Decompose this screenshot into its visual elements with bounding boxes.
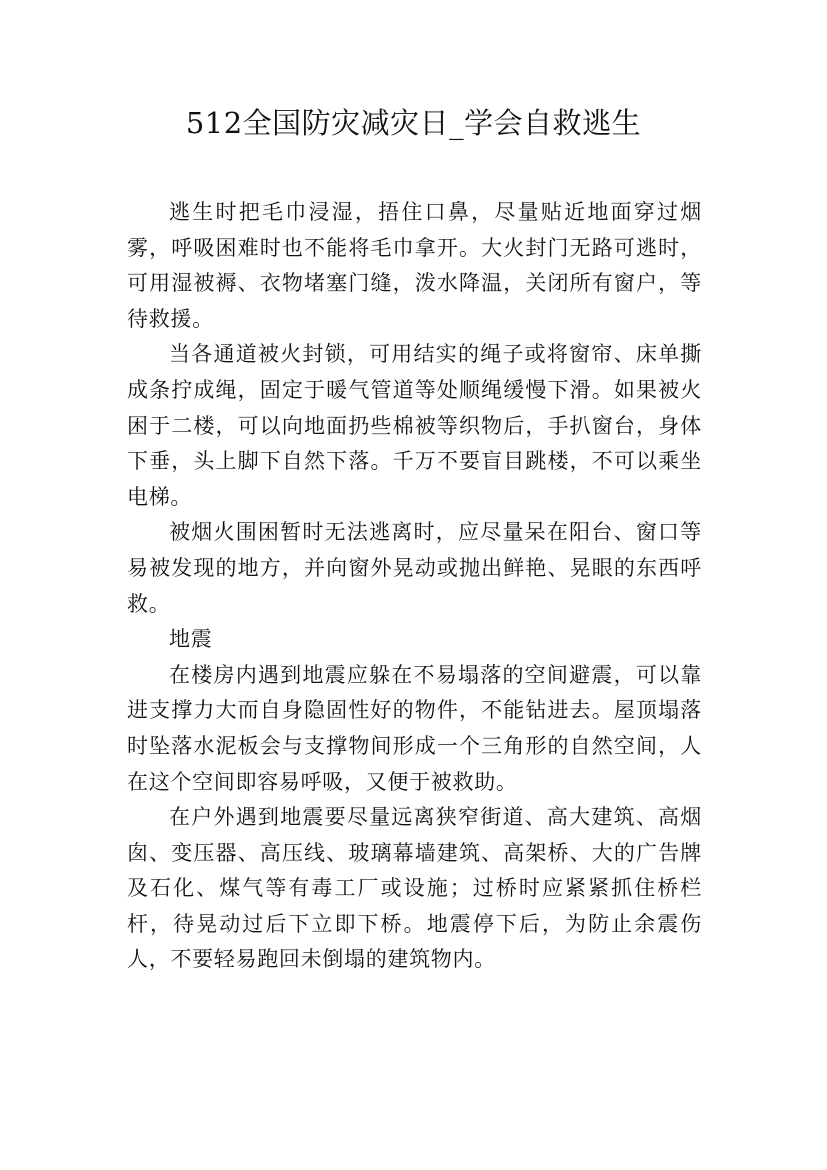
paragraph-earthquake-outdoor: 在户外遇到地震要尽量远离狭窄街道、高大建筑、高烟囱、变压器、高压线、玻璃幕墙建筑、高架桥、大的广告牌及石化、煤气等有毒工厂或设施；过桥时应紧紧抓住桥栏杆，待晃动过后下立即下桥。地震停下后，为防止余震伤人，不要轻易跑回未倒塌的建筑物内。	[127, 805, 702, 972]
paragraph-fire-escape-rope: 当各通道被火封锁，可用结实的绳子或将窗帘、床单撕成条拧成绳，固定于暖气管道等处顺绳缓慢下滑。如果被火困于二楼，可以向地面扔些棉被等织物后，手扒窗台，身体下垂，头上脚下自然下落。千万不要盲目跳楼，不可以乘坐电梯。	[127, 342, 702, 509]
section-heading-earthquake: 地震	[169, 627, 213, 652]
paragraph-fire-trapped: 被烟火围困暂时无法逃离时，应尽量呆在阳台、窗口等易被发现的地方，并向窗外晃动或抛出鲜艳、晃眼的东西呼救。	[127, 520, 702, 616]
paragraph-fire-escape-towel: 逃生时把毛巾浸湿，捂住口鼻，尽量贴近地面穿过烟雾，呼吸困难时也不能将毛巾拿开。大火封门无路可逃时，可用湿被褥、衣物堵塞门缝，泼水降温，关闭所有窗户，等待救援。	[127, 200, 702, 331]
document-body	[127, 195, 702, 978]
document-title: 512全国防灾减灾日_学会自救逃生	[185, 106, 642, 140]
paragraph-earthquake-indoor: 在楼房内遇到地震应躲在不易塌落的空间避震，可以靠进支撑力大而自身隐固性好的物件，不能钻进去。屋顶塌落时坠落水泥板会与支撑物间形成一个三角形的自然空间，人在这个空间即容易呼吸，又便于被救助。	[127, 662, 702, 794]
